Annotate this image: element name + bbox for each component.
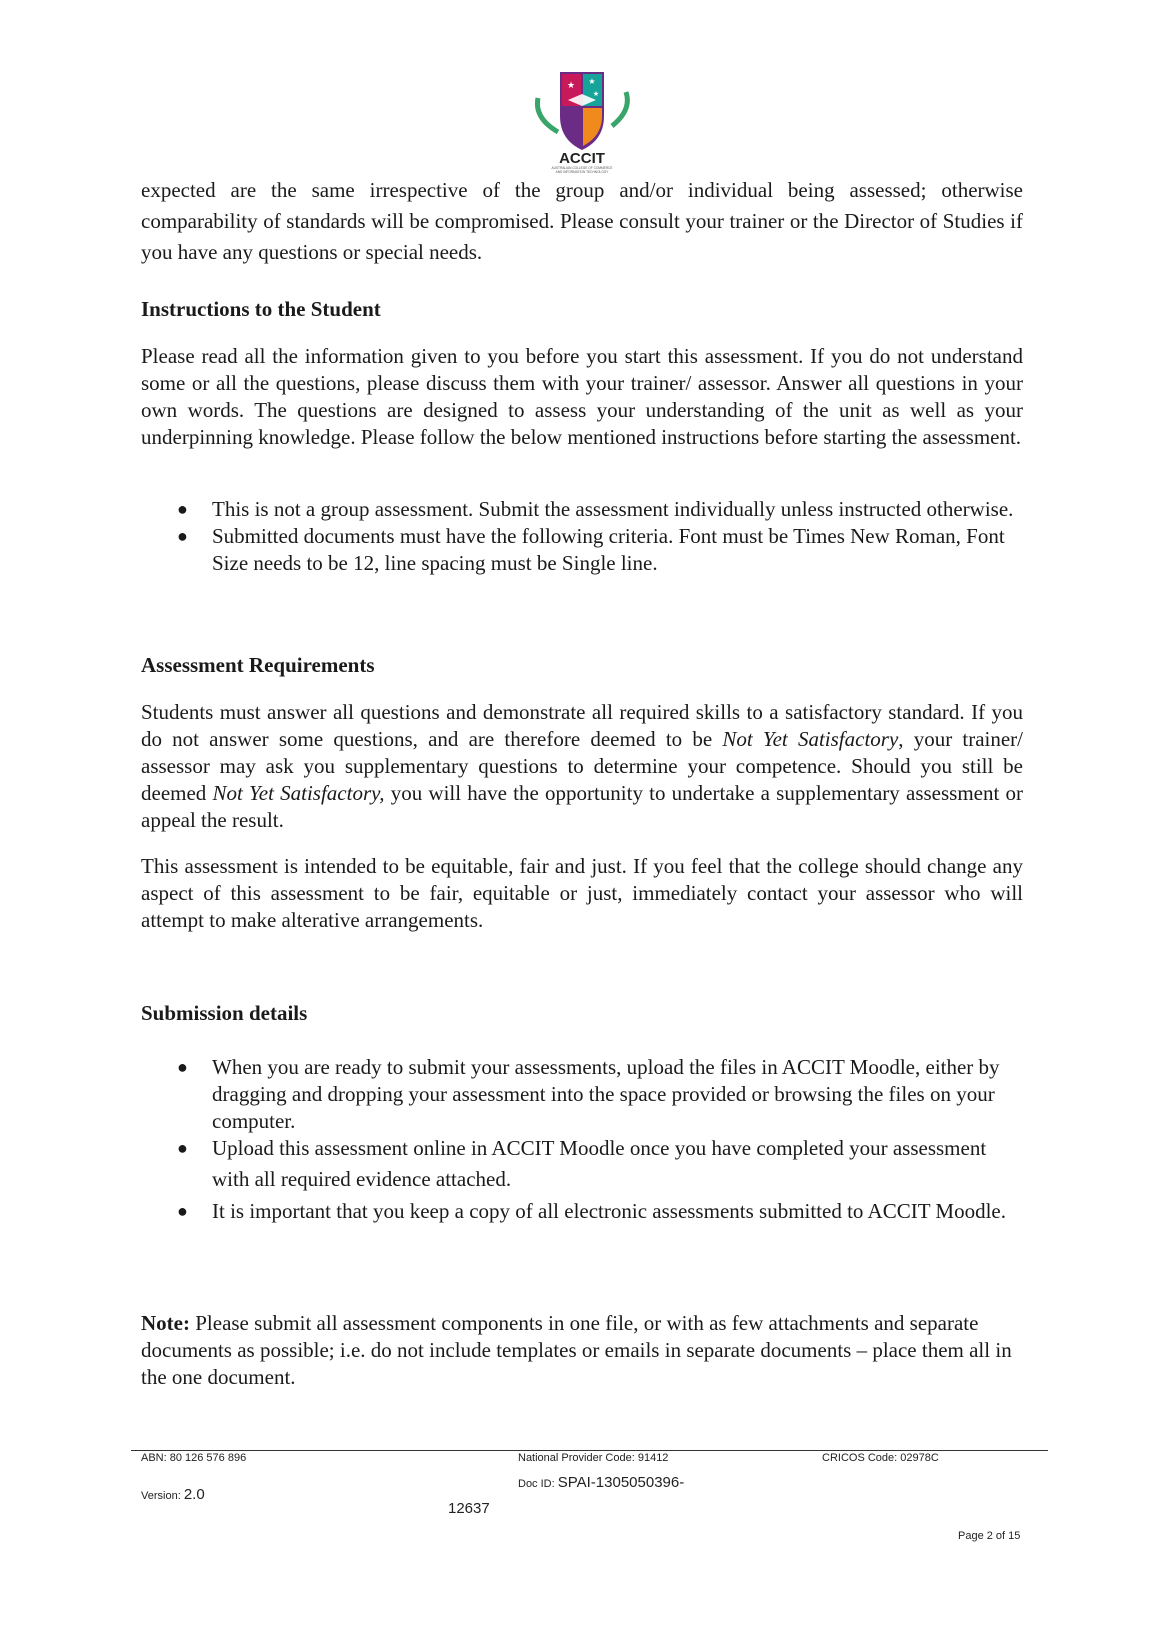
footer-docid-cont: 12637 bbox=[448, 1500, 490, 1517]
instructions-paragraph: Please read all the information given to you before you start this assessment. If you do not understand some or all the questions, please discuss them with your trainer/ assessor. Answer all questions in your own words. The questions are designed to assess your understanding of the unit as well as your underpinning knowledge. Please follow the below mentioned instructions before starting the assessment. bbox=[141, 344, 1023, 449]
instructions-heading: Instructions to the Student bbox=[141, 297, 381, 321]
intro-paragraph: expected are the same irrespective of the group and/or individual being assessed; otherwise comparability of standards will be compromised. Please consult your trainer or the Director of Studies if you have any questions or special needs. bbox=[141, 178, 1023, 264]
footer-abn: ABN: 80 126 576 896 bbox=[141, 1452, 247, 1464]
list-item: ● When you are ready to submit your assessments, upload the files in ACCIT Moodle, either by dragging and dropping your assessment into the space provided or browsing the files on your computer. bbox=[177, 1055, 1000, 1133]
bullet-icon: ● bbox=[177, 1057, 188, 1077]
footer-version: Version: 2.0 bbox=[141, 1486, 205, 1503]
accit-logo bbox=[532, 66, 632, 176]
logo-name: ACCIT bbox=[559, 150, 605, 167]
bullet-icon: ● bbox=[177, 1201, 188, 1221]
accit-shield-icon bbox=[532, 66, 632, 176]
svg-text:★: ★ bbox=[566, 81, 576, 91]
requirements-paragraph-1: Students must answer all questions and demonstrate all required skills to a satisfactory standard. If you do not answer some questions, and are therefore deemed to be Not Yet Satisfactory, your trainer/ assessor may ask you supplementary questions to determine your competence. Should you still be deemed Not Yet Satisfactory, you will have the opportunity to undertake a supplementary assessment or appeal the result. bbox=[141, 700, 1024, 832]
list-item: ● Upload this assessment online in ACCIT Moodle once you have completed your assessment with all required evidence attached. bbox=[141, 1133, 1023, 1195]
svg-text:★: ★ bbox=[588, 77, 596, 86]
logo-subtitle-2: AND INFORMATION TECHNOLOGY bbox=[555, 170, 609, 174]
submission-heading: Submission details bbox=[141, 1001, 308, 1025]
bullet-icon: ● bbox=[177, 499, 188, 519]
logo-subtitle-1: AUSTRALIAN COLLEGE OF COMMERCE bbox=[551, 166, 613, 170]
instructions-bullets bbox=[141, 496, 1023, 577]
bullet-icon: ● bbox=[177, 526, 188, 546]
footer-cricos: CRICOS Code: 02978C bbox=[822, 1452, 939, 1464]
list-item: ● It is important that you keep a copy of all electronic assessments submitted to ACCIT Moodle. bbox=[141, 1196, 1023, 1227]
footer-npc: National Provider Code: 91412 bbox=[518, 1452, 669, 1464]
svg-text:★: ★ bbox=[592, 90, 600, 98]
footer-docid: Doc ID: SPAI-1305050396- bbox=[518, 1474, 685, 1491]
requirements-heading: Assessment Requirements bbox=[141, 653, 375, 677]
requirements-paragraph-2: This assessment is intended to be equitable, fair and just. If you feel that the college should change any aspect of this assessment to be fair, equitable or just, immediately contact your assessor who will attempt to make alterative arrangements. bbox=[141, 854, 1023, 932]
bullet-icon: ● bbox=[177, 1138, 188, 1158]
footer-divider bbox=[131, 1450, 1048, 1451]
footer-page-number: Page 2 of 15 bbox=[958, 1530, 1021, 1542]
note-paragraph: Note: Please submit all assessment components in one file, or with as few attachments and separate documents as possible; i.e. do not include templates or emails in separate documents – place them all in the one document. bbox=[141, 1311, 1012, 1389]
list-item: ● This is not a group assessment. Submit the assessment individually unless instructed otherwise. bbox=[177, 497, 1014, 521]
list-item: ● Submitted documents must have the following criteria. Font must be Times New Roman, Font Size needs to be 12, line spacing must be Single line. bbox=[177, 524, 1005, 575]
submission-bullets bbox=[141, 1054, 1023, 1227]
